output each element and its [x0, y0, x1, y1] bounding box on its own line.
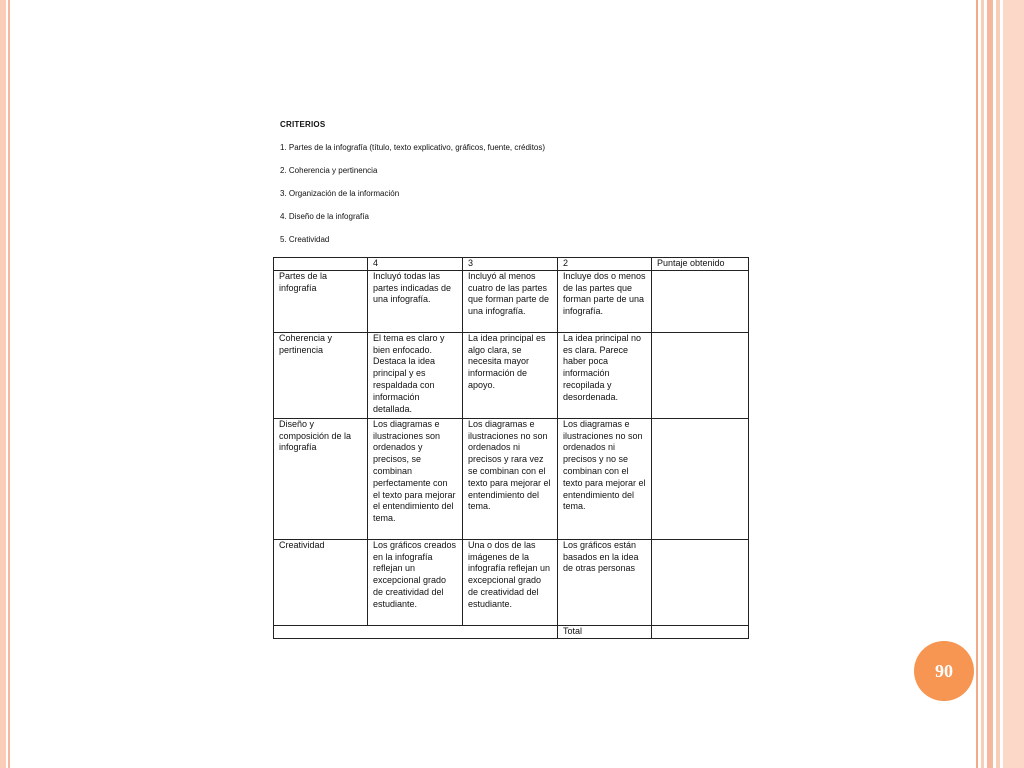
score-cell	[652, 539, 749, 625]
total-empty-cell	[274, 625, 558, 638]
level-4-cell: Los gráficos creados en la infografía reflejan un excepcional grado de creatividad del estudiante.	[368, 539, 463, 625]
level-4-cell: Los diagramas e ilustraciones son ordenados y precisos, se combinan perfectamente con el texto para mejorar el entendimiento del tema.	[368, 418, 463, 539]
right-stripe	[987, 0, 993, 768]
table-row	[274, 332, 749, 418]
page-number-badge: 90	[914, 641, 974, 701]
right-stripe	[981, 0, 984, 768]
level-3-cell: Los diagramas e ilustraciones no son ordenados ni precisos y rara vez se combinan con el texto para mejorar el entendimiento del tema.	[463, 418, 558, 539]
criterion-cell: Coherencia y pertinencia	[274, 332, 368, 418]
criterion-cell: Creatividad	[274, 539, 368, 625]
level-2-cell: La idea principal no es clara. Parece haber poca información recopilada y desordenada.	[558, 332, 652, 418]
right-stripe	[996, 0, 1000, 768]
table-row	[274, 270, 749, 332]
right-stripe	[1003, 0, 1024, 768]
level-4-cell: El tema es claro y bien enfocado. Destaca la idea principal y es respaldada con información detallada.	[368, 332, 463, 418]
level-3-cell: La idea principal es algo clara, se necesita mayor información de apoyo.	[463, 332, 558, 418]
total-label-cell: Total	[558, 625, 652, 638]
table-row	[274, 418, 749, 539]
criteria-item: 3. Organización de la información	[280, 189, 400, 198]
header-cell: 3	[463, 258, 558, 271]
table-total-row	[274, 625, 749, 638]
score-cell	[652, 270, 749, 332]
level-2-cell: Los diagramas e ilustraciones no son ordenados ni precisos y no se combinan con el texto para mejorar el entendimiento del tema.	[558, 418, 652, 539]
header-cell: 4	[368, 258, 463, 271]
criterion-cell: Diseño y composición de la infografía	[274, 418, 368, 539]
criteria-title: CRITERIOS	[280, 120, 326, 129]
score-cell	[652, 418, 749, 539]
criteria-item: 2. Coherencia y pertinencia	[280, 166, 378, 175]
right-stripe	[976, 0, 978, 768]
header-cell: 2	[558, 258, 652, 271]
left-border-stripe	[0, 0, 6, 768]
criteria-item: 4. Diseño de la infografía	[280, 212, 369, 221]
left-border-line	[8, 0, 10, 768]
level-4-cell: Incluyó todas las partes indicadas de una infografía.	[368, 270, 463, 332]
rubric-table	[273, 257, 749, 639]
header-cell: Puntaje obtenido	[652, 258, 749, 271]
level-2-cell: Los gráficos están basados en la idea de otras personas	[558, 539, 652, 625]
criteria-item: 1. Partes de la infografía (título, texto explicativo, gráficos, fuente, créditos)	[280, 143, 546, 152]
level-2-cell: Incluye dos o menos de las partes que forman parte de una infografía.	[558, 270, 652, 332]
level-3-cell: Una o dos de las imágenes de la infografía reflejan un excepcional grado de creatividad del estudiante.	[463, 539, 558, 625]
score-cell	[652, 332, 749, 418]
table-row	[274, 539, 749, 625]
total-value-cell	[652, 625, 749, 638]
table-header-row	[274, 258, 749, 271]
criterion-cell: Partes de la infografía	[274, 270, 368, 332]
criteria-item: 5. Creatividad	[280, 235, 330, 244]
level-3-cell: Incluyó al menos cuatro de las partes que forman parte de una infografía.	[463, 270, 558, 332]
header-cell	[274, 258, 368, 271]
